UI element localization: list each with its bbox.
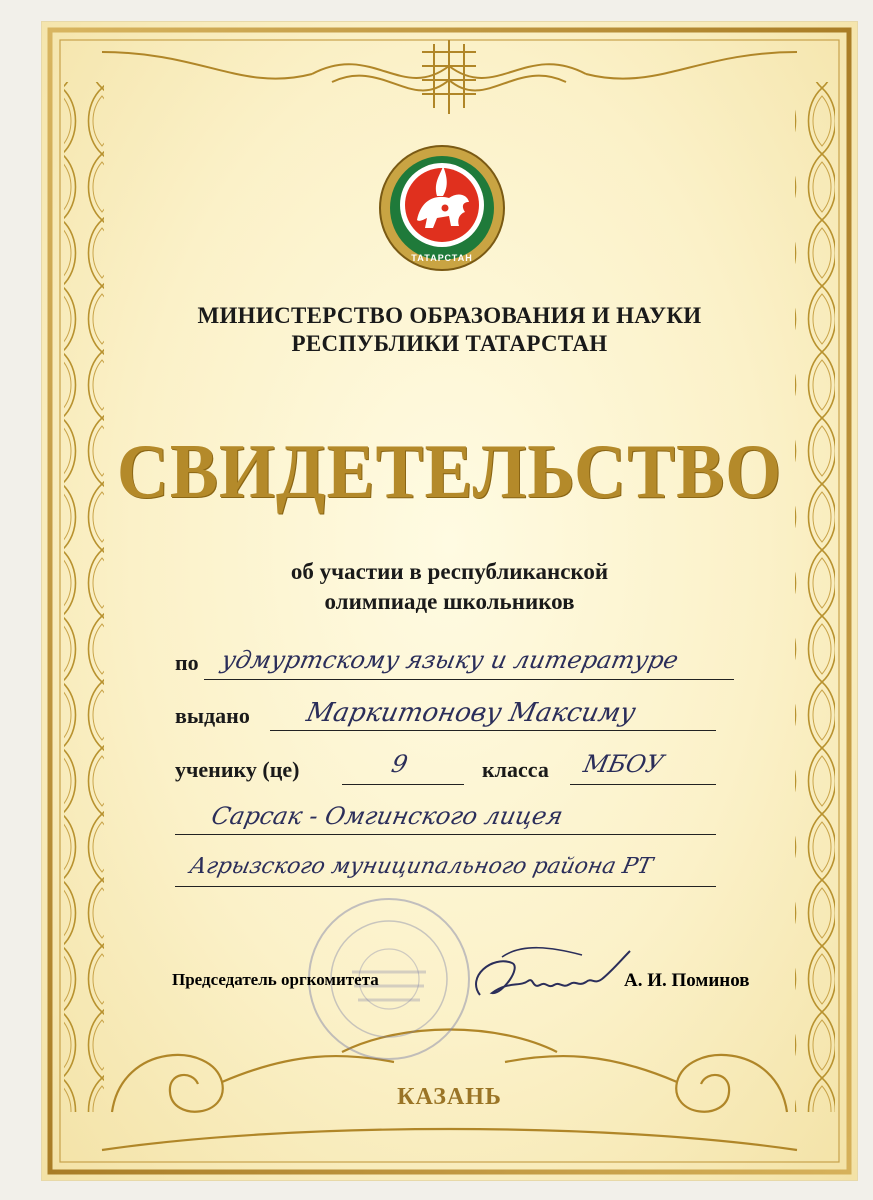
city-name: КАЗАНЬ	[397, 1084, 502, 1110]
subtitle-line-1: об участии в республиканской	[290, 559, 609, 584]
school-value-line-3: Агрызского муниципального района РТ	[187, 854, 655, 879]
grade-line	[342, 784, 464, 785]
chairman-name: А. И. Поминов	[624, 970, 750, 991]
chairman-label: Председатель оргкомитета	[172, 970, 379, 989]
emblem-caption: ТАТАРСТАН	[411, 253, 473, 263]
grade-value: 9	[389, 750, 411, 778]
tatarstan-coat-of-arms-icon	[377, 142, 507, 274]
school-line	[570, 784, 716, 785]
ministry-line-1: МИНИСТЕРСТВО ОБРАЗОВАНИЯ И НАУКИ	[197, 303, 702, 328]
subtitle-line-2: олимпиаде школьников	[324, 589, 575, 614]
certificate-subtitle	[42, 557, 857, 617]
school-value: МБОУ	[581, 750, 667, 778]
class-label: класса	[482, 757, 549, 782]
ministry-line-2: РЕСПУБЛИКИ ТАТАРСТАН	[291, 331, 608, 356]
issued-label: выдано	[175, 703, 250, 728]
subject-line	[204, 679, 734, 680]
school-value-line-2: Сарсак - Омгинского лицея	[209, 802, 566, 830]
student-label: ученику (це)	[175, 757, 300, 782]
handwritten-signature	[462, 937, 642, 1017]
issued-value: Маркитонову Максиму	[303, 698, 639, 728]
issued-line	[270, 730, 716, 731]
school-line-2	[175, 834, 716, 835]
ministry-heading	[42, 302, 857, 358]
subject-value: удмуртскому языку и литературе	[219, 646, 681, 674]
school-line-3	[175, 886, 716, 887]
certificate-title: СВИДЕТЕЛЬСТВО	[116, 427, 783, 515]
subject-label: по	[175, 650, 199, 675]
certificate	[42, 22, 857, 1180]
